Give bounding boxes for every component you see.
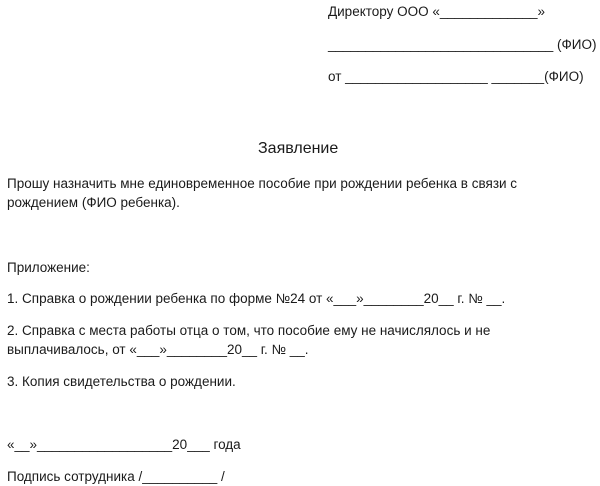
request-text-line-1: Прошу назначить мне единовременное пособие при рождении ребенка в связи с <box>7 176 518 191</box>
attachment-item-2-line-2: выплачивалось, от «___»________20__ г. № __. <box>7 342 309 357</box>
date-line: «__»__________________20___ года <box>7 437 241 452</box>
attachment-item-1: 1. Справка о рождении ребенка по форме №24 от «___»________20__ г. № __. <box>7 291 506 306</box>
attachment-item-3: 3. Копия свидетельства о рождении. <box>7 374 236 389</box>
addressee-name-line: ______________________________ (ФИО) <box>328 37 597 52</box>
request-text-line-2: рождением (ФИО ребенка). <box>7 195 180 210</box>
signature-line: Подпись сотрудника /__________ / <box>7 469 225 484</box>
document-title: Заявление <box>258 140 339 157</box>
sender-line: от ___________________ _______(ФИО) <box>328 69 584 84</box>
attachment-item-2-line-1: 2. Справка с места работы отца о том, что пособие ему не начислялось и не <box>7 323 491 338</box>
attachments-heading: Приложение: <box>7 260 90 275</box>
addressee-line: Директору ООО «_____________» <box>328 4 546 19</box>
